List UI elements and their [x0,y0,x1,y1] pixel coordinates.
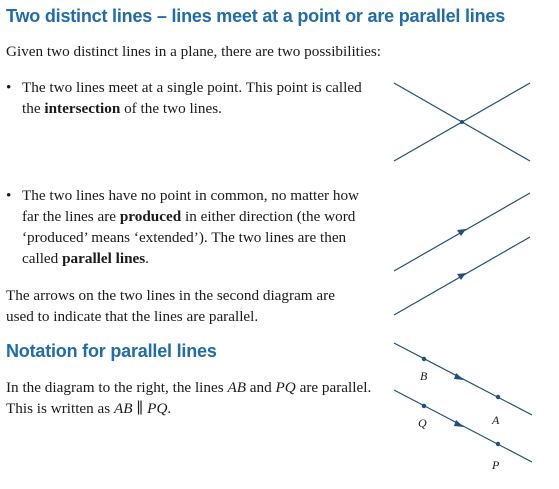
notation-part4: . [167,400,172,417]
label-b: B [420,369,428,383]
notation-text [6,377,376,419]
term-intersection: intersection [44,100,121,117]
arrow-head-pq [454,420,464,427]
term-parallel-lines: parallel lines [62,250,146,267]
arrow-head-ab [454,373,464,380]
notation-part1: In the diagram to the right, the lines [6,379,228,396]
bullet1-part2: of the two lines. [120,100,222,117]
arrow-head-2 [457,273,466,280]
bullet-intersection-text [22,77,376,119]
line-ab: AB [227,379,246,396]
arrow-head-1 [457,229,466,236]
bullet2-part2: in either direction (the word ‘produced’ means ‘extended’). The two lines are then called [22,208,356,267]
parallel-lines-diagram [380,185,550,320]
parallel-symbol: ∥ [132,400,148,417]
bullet1-part1: The two lines meet at a single point. This point is called the [22,79,362,117]
notation-pq: PQ [147,400,168,417]
section-heading-notation: Notation for parallel lines [6,341,217,361]
label-p: P [492,458,500,472]
section-heading-lines: Two distinct lines – lines meet at a point or are parallel lines [6,6,506,26]
bullet-parallel-text [22,185,376,269]
notation-ab: AB [114,400,133,417]
bullet2-part3: . [145,250,149,267]
line-pq: PQ [275,379,296,396]
point-b [422,357,426,361]
label-a: A [492,413,500,427]
bullet-dot: • [6,79,12,96]
bullet-parallel [6,185,376,269]
intersecting-lines-diagram [380,75,550,167]
arrows-note: The arrows on the two lines in the second diagram are used to indicate that the lines are parallel. [6,287,335,325]
point-p [496,442,500,446]
notation-part3: are parallel. This is written as [6,379,372,417]
bullet-dot: • [6,187,12,204]
parallel-notation-diagram [380,335,550,480]
bullet-intersection [6,77,376,119]
intersection-point [460,120,464,124]
term-produced: produced [119,208,182,225]
bullet2-part1: The two lines have no point in common, no matter how far the lines are [22,187,360,225]
label-q: Q [418,416,427,430]
point-a [496,395,500,399]
point-q [422,404,426,408]
intro-text: Given two distinct lines in a plane, there are two possibilities: [6,43,381,60]
line-pq-segment [394,390,532,462]
notation-part2: and [246,379,276,396]
line-ab-segment [394,343,532,415]
